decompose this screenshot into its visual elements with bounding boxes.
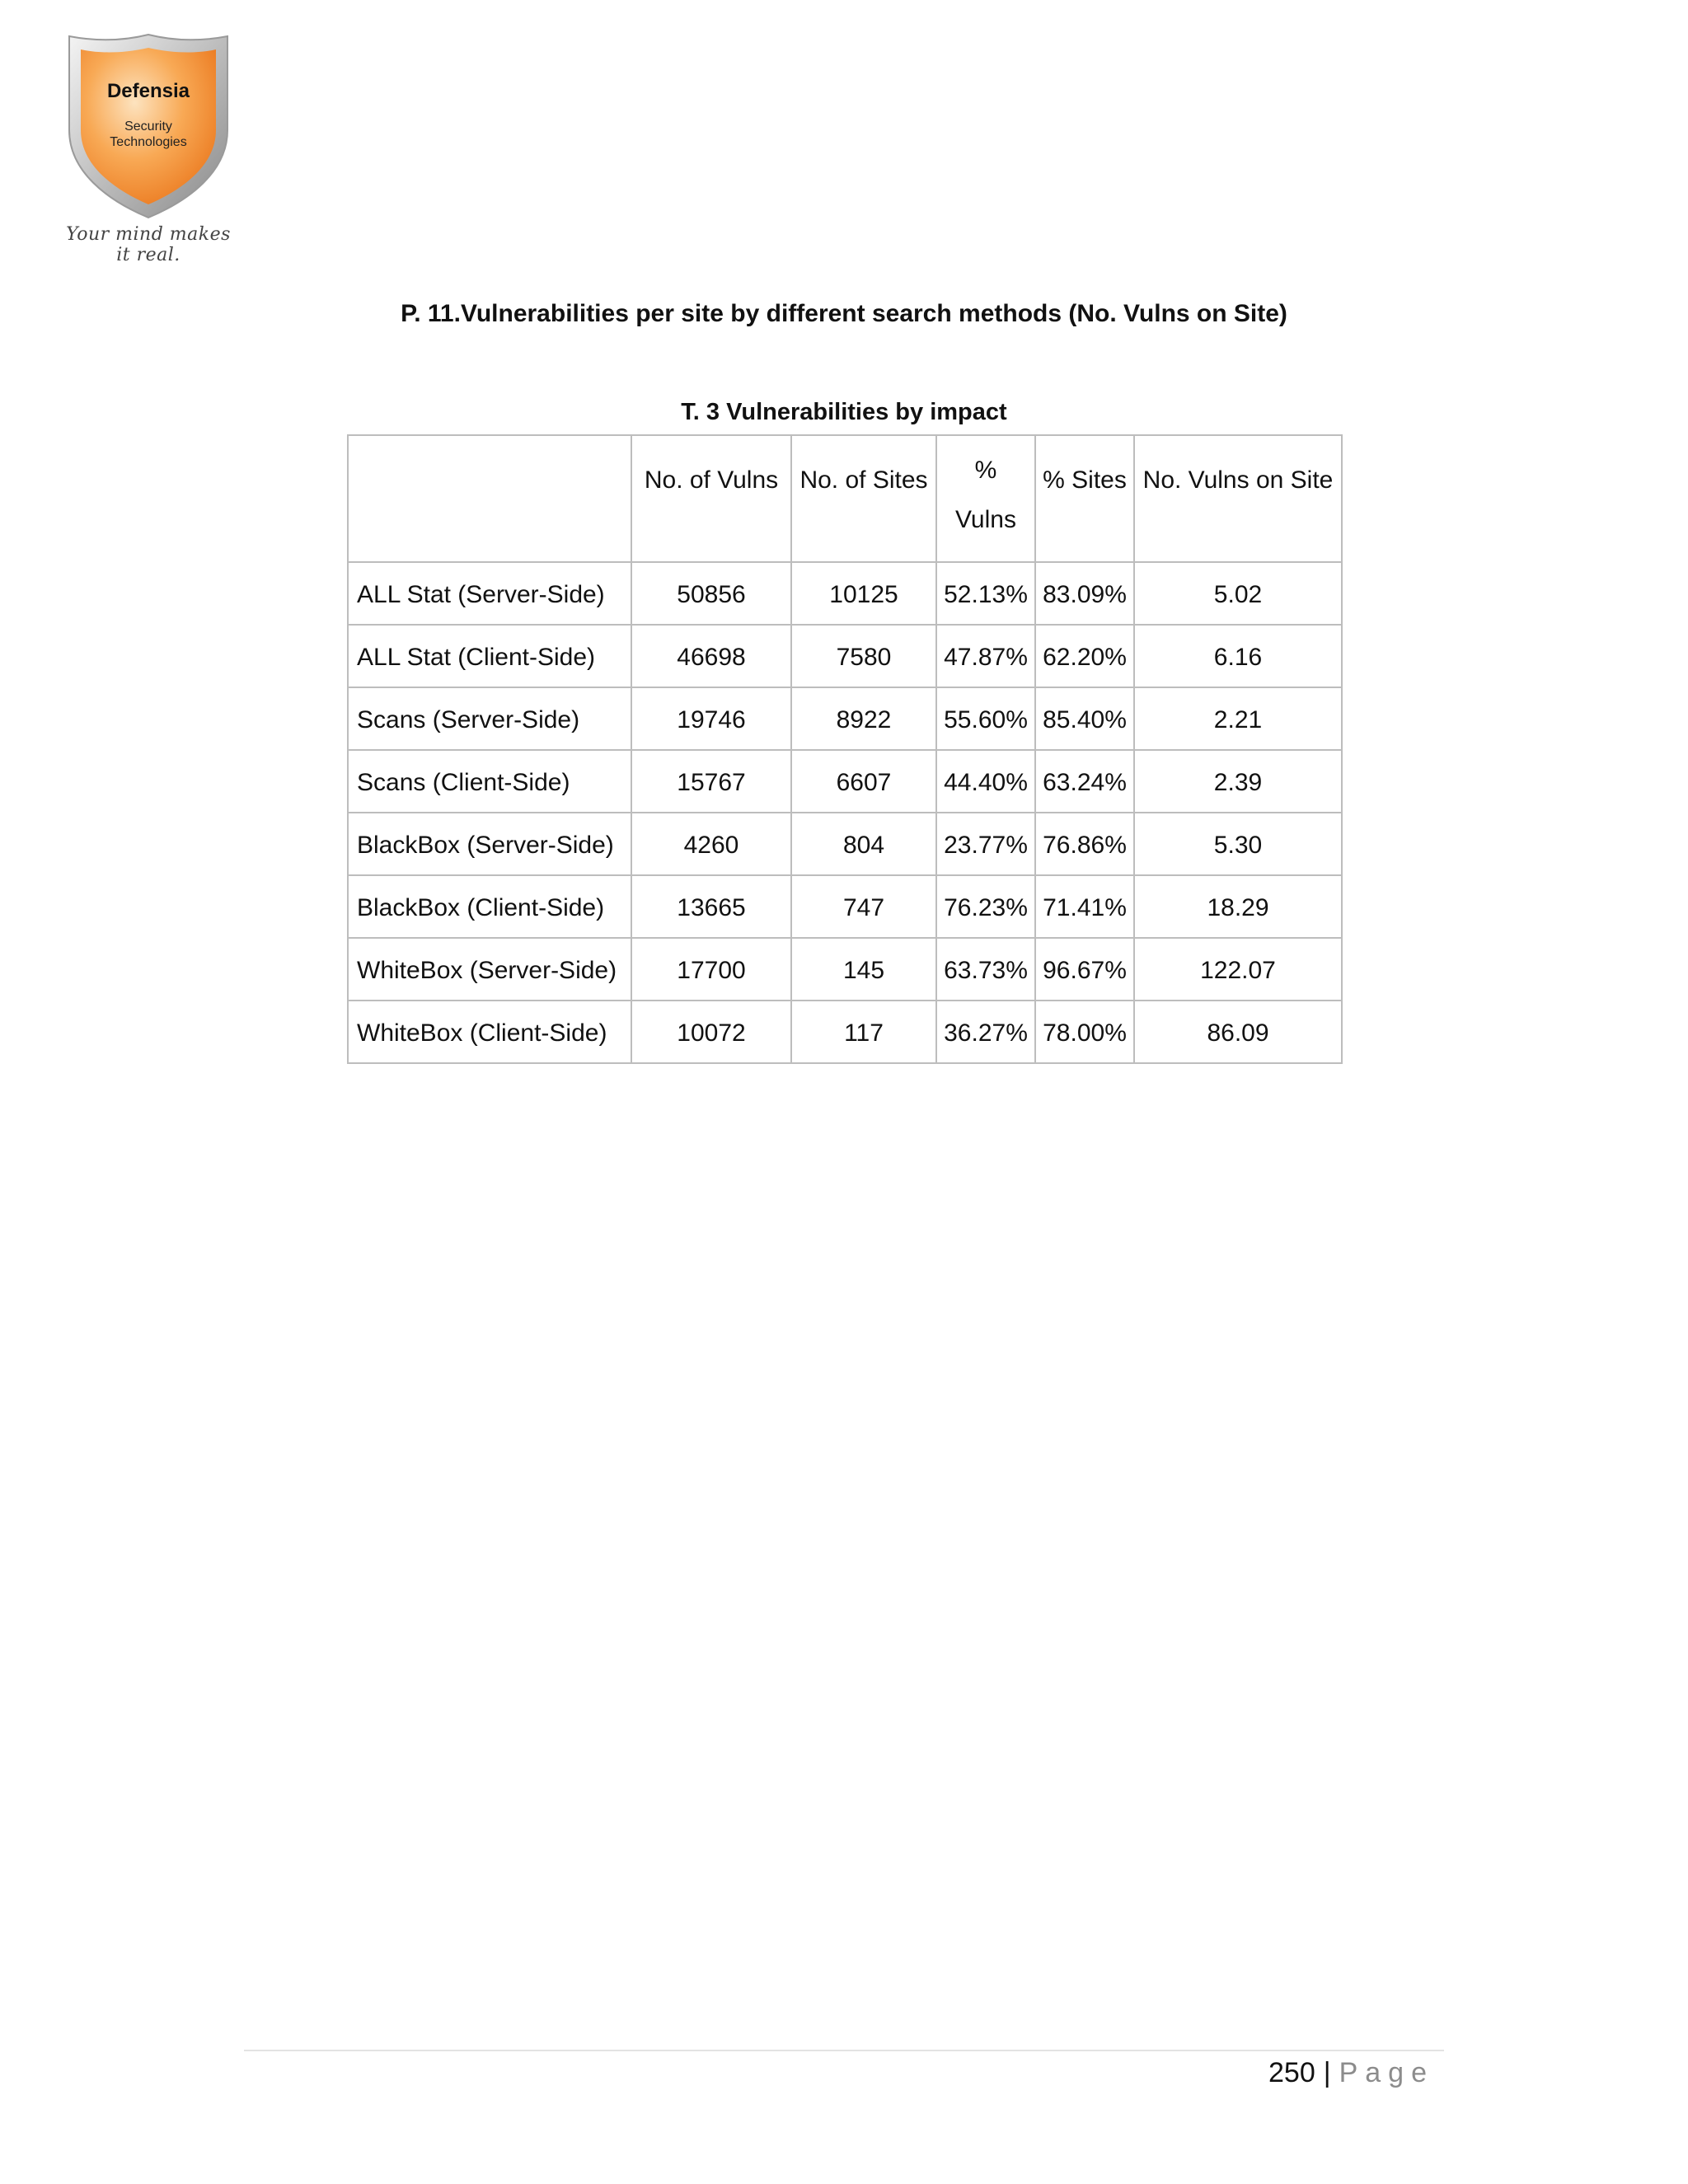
header-percent-vulns [936,435,1035,562]
row-label: ALL Stat (Client-Side) [348,625,631,687]
row-label: BlackBox (Server-Side) [348,813,631,875]
cell-no-of-sites: 747 [791,875,936,938]
cell-percent-vulns: 55.60% [936,687,1035,750]
row-label: BlackBox (Client-Side) [348,875,631,938]
cell-percent-vulns: 47.87% [936,625,1035,687]
cell-vulns-on-site: 5.30 [1134,813,1342,875]
cell-no-of-sites: 6607 [791,750,936,813]
cell-no-of-sites: 145 [791,938,936,1001]
row-label: WhiteBox (Client-Side) [348,1001,631,1063]
cell-no-of-vulns: 15767 [631,750,791,813]
header-vulns-word: Vulns [955,506,1016,533]
cell-vulns-on-site: 86.09 [1134,1001,1342,1063]
header-percent-sites: % Sites [1035,435,1134,562]
header-vulns-on-site: No. Vulns on Site [1134,435,1342,562]
table-header-row [348,435,1342,562]
cell-vulns-on-site: 5.02 [1134,562,1342,625]
cell-no-of-vulns: 4260 [631,813,791,875]
cell-no-of-vulns: 10072 [631,1001,791,1063]
cell-percent-sites: 71.41% [1035,875,1134,938]
table-row [348,938,1342,1001]
logo-name: Defensia [106,80,190,102]
table-row [348,750,1342,813]
table-row [348,1001,1342,1063]
cell-vulns-on-site: 122.07 [1134,938,1342,1001]
shield-icon [58,31,239,221]
cell-percent-vulns: 76.23% [936,875,1035,938]
cell-no-of-vulns: 50856 [631,562,791,625]
cell-percent-sites: 96.67% [1035,938,1134,1001]
cell-percent-sites: 85.40% [1035,687,1134,750]
vulnerabilities-table [347,434,1343,1064]
cell-no-of-vulns: 13665 [631,875,791,938]
header-no-of-vulns: No. of Vulns [631,435,791,562]
cell-percent-vulns: 52.13% [936,562,1035,625]
cell-no-of-sites: 117 [791,1001,936,1063]
footer-divider [244,2050,1444,2051]
header-empty [348,435,631,562]
page-footer [1268,2057,1434,2089]
cell-percent-sites: 63.24% [1035,750,1134,813]
cell-no-of-sites: 804 [791,813,936,875]
row-label: ALL Stat (Server-Side) [348,562,631,625]
footer-separator: | [1323,2057,1331,2088]
cell-percent-sites: 83.09% [1035,562,1134,625]
cell-percent-sites: 62.20% [1035,625,1134,687]
cell-no-of-sites: 10125 [791,562,936,625]
logo-tagline: Your mind makes it real. [66,224,231,265]
header-percent-symbol: % [974,457,997,484]
cell-percent-vulns: 63.73% [936,938,1035,1001]
page-word: Page [1339,2057,1434,2088]
cell-percent-vulns: 36.27% [936,1001,1035,1063]
cell-no-of-vulns: 19746 [631,687,791,750]
row-label: Scans (Server-Side) [348,687,631,750]
page-number: 250 [1268,2057,1315,2088]
cell-vulns-on-site: 2.21 [1134,687,1342,750]
cell-no-of-sites: 7580 [791,625,936,687]
table-row [348,875,1342,938]
logo-subtitle-line1: Security [124,120,172,134]
cell-percent-vulns: 23.77% [936,813,1035,875]
table-row [348,813,1342,875]
logo-subtitle-line2: Technologies [110,135,187,149]
cell-vulns-on-site: 2.39 [1134,750,1342,813]
company-logo [58,31,239,254]
table-row [348,687,1342,750]
cell-no-of-vulns: 17700 [631,938,791,1001]
row-label: WhiteBox (Server-Side) [348,938,631,1001]
cell-percent-sites: 76.86% [1035,813,1134,875]
cell-no-of-vulns: 46698 [631,625,791,687]
cell-percent-vulns: 44.40% [936,750,1035,813]
table-row [348,625,1342,687]
header-no-of-sites: No. of Sites [791,435,936,562]
table-title: T. 3 Vulnerabilities by impact [681,399,1007,425]
cell-no-of-sites: 8922 [791,687,936,750]
row-label: Scans (Client-Side) [348,750,631,813]
cell-vulns-on-site: 6.16 [1134,625,1342,687]
cell-percent-sites: 78.00% [1035,1001,1134,1063]
section-title: P. 11.Vulnerabilities per site by different search methods (No. Vulns on Site) [401,300,1287,327]
table-row [348,562,1342,625]
cell-vulns-on-site: 18.29 [1134,875,1342,938]
